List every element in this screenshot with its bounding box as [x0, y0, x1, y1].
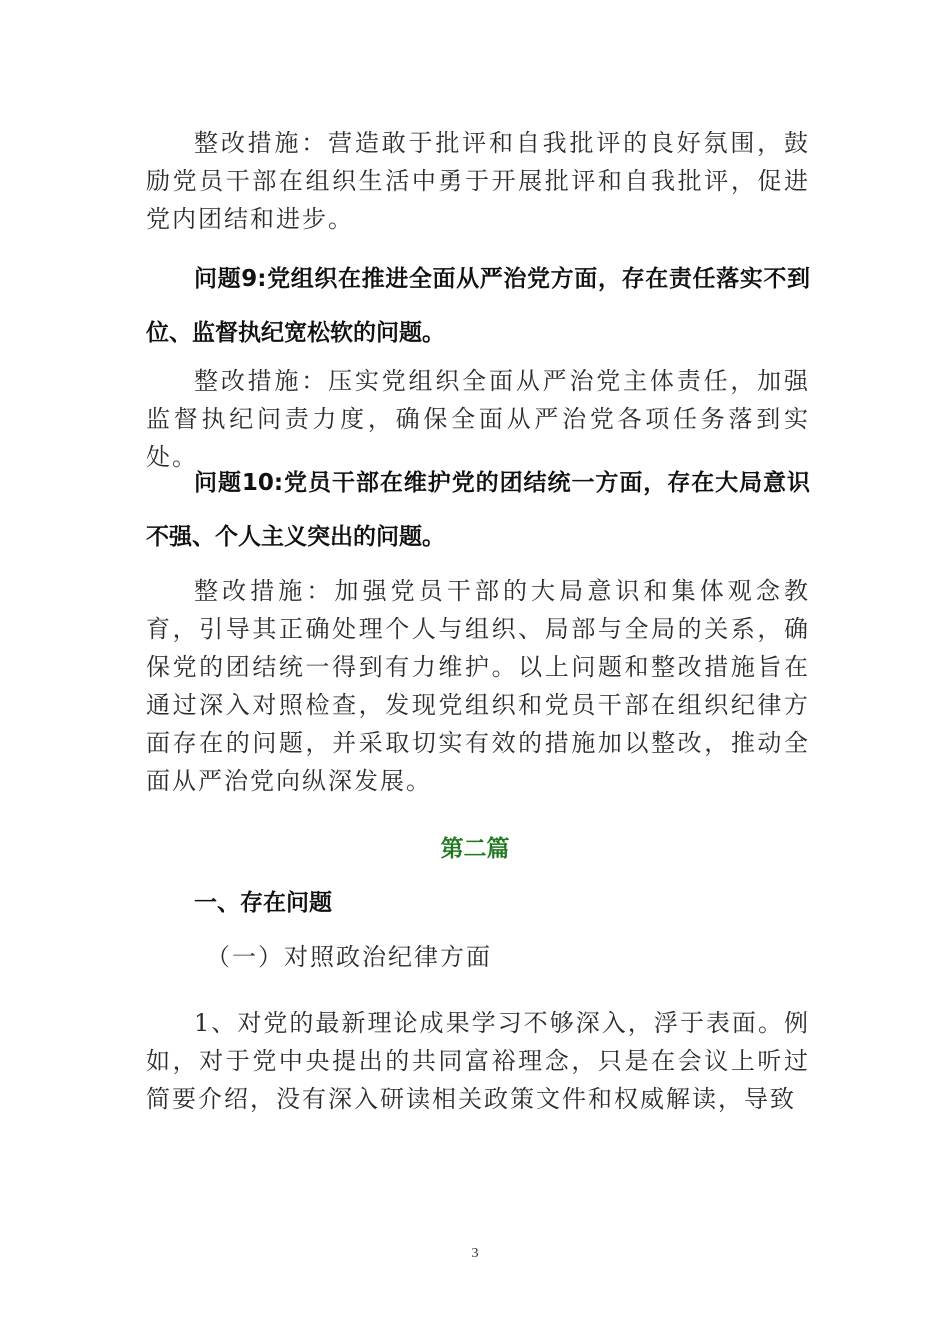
- problem-9-heading: 问题9:党组织在推进全面从严治党方面，存在责任落实不到位、监督执纪宽松软的问题。: [146, 266, 810, 346]
- measure-paragraph-9: 整改措施：压实党组织全面从严治党主体责任，加强监督执纪问责力度，确保全面从严治党各项任务落到实处。: [146, 367, 810, 471]
- measure-paragraph-8: 整改措施：营造敢于批评和自我批评的良好氛围，鼓励党员干部在组织生活中勇于开展批评和自我批评，促进党内团结和进步。: [146, 129, 810, 233]
- problem-10-heading: 问题10:党员干部在维护党的团结统一方面，存在大局意识不强、个人主义突出的问题。: [146, 470, 810, 550]
- page-number: 3: [471, 1246, 479, 1261]
- item-paragraph-1: 1、对党的最新理论成果学习不够深入，浮于表面。例如，对于党中央提出的共同富裕理念，只是在会议上听过简要介绍，没有深入研读相关政策文件和权威解读，导致: [146, 1009, 810, 1113]
- heading-level-2: （一）对照政治纪律方面: [206, 943, 492, 971]
- section-title: 第二篇: [440, 836, 510, 862]
- measure-paragraph-10: 整改措施：加强党员干部的大局意识和集体观念教育，引导其正确处理个人与组织、局部与全局的关系，确保党的团结统一得到有力维护。以上问题和整改措施旨在通过深入对照检查，发现党组织和党员干部在组织纪律方面存在的问题，并采取切实有效的措施加以整改，推动全面从严治党向纵深发展。: [146, 577, 810, 795]
- heading-level-1: 一、存在问题: [194, 890, 332, 916]
